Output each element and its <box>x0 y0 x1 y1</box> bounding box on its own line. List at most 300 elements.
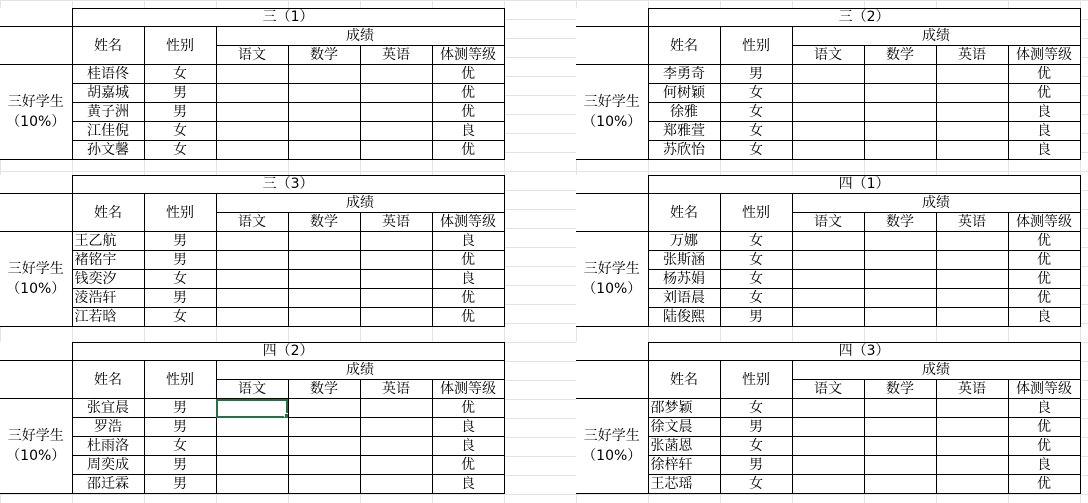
math-score-cell[interactable] <box>864 475 936 494</box>
english-score-cell[interactable] <box>936 270 1008 289</box>
header-row <box>576 27 1080 46</box>
student-name[interactable]: 何树颖 <box>648 84 720 103</box>
chinese-score-cell[interactable] <box>792 232 864 251</box>
class-title[interactable]: 三（3） <box>72 176 504 194</box>
chinese-score-cell[interactable] <box>792 103 864 122</box>
chinese-score-cell[interactable] <box>216 270 288 289</box>
chinese-score-cell[interactable] <box>792 437 864 456</box>
student-name[interactable]: 杜雨洛 <box>72 437 144 456</box>
header-name[interactable]: 姓名 <box>648 361 720 399</box>
chinese-score-cell[interactable] <box>792 84 864 103</box>
student-name[interactable]: 黄子洲 <box>72 103 144 122</box>
selected-cell[interactable] <box>216 399 288 418</box>
header-row <box>576 361 1080 380</box>
header-gender[interactable]: 性别 <box>144 361 216 399</box>
empty-cell[interactable] <box>576 361 648 399</box>
pe-grade[interactable]: 优 <box>432 399 504 418</box>
student-name[interactable]: 胡嘉城 <box>72 84 144 103</box>
chinese-score-cell[interactable] <box>792 399 864 418</box>
table-row <box>576 418 1080 437</box>
empty-cell[interactable] <box>576 194 648 232</box>
class-title[interactable]: 三（2） <box>648 9 1080 27</box>
math-score-cell[interactable] <box>288 103 360 122</box>
header-scores[interactable]: 成绩 <box>792 361 1080 380</box>
empty-cell[interactable] <box>576 176 648 194</box>
table-row <box>576 456 1080 475</box>
student-name[interactable]: 徐文晨 <box>648 418 720 437</box>
student-name[interactable]: 钱奕汐 <box>72 270 144 289</box>
table-row <box>576 289 1080 308</box>
english-score-cell[interactable] <box>360 141 432 160</box>
pe-grade[interactable]: 优 <box>432 141 504 160</box>
pe-grade[interactable]: 优 <box>1008 84 1080 103</box>
class-title[interactable]: 三（1） <box>72 9 504 27</box>
english-score-cell[interactable] <box>936 289 1008 308</box>
chinese-score-cell[interactable] <box>792 122 864 141</box>
table-row <box>0 103 504 122</box>
student-name[interactable]: 李勇奇 <box>648 65 720 84</box>
math-score-cell[interactable] <box>864 141 936 160</box>
chinese-score-cell[interactable] <box>216 437 288 456</box>
english-score-cell[interactable] <box>936 103 1008 122</box>
pe-grade[interactable]: 优 <box>1008 418 1080 437</box>
student-name[interactable]: 陆俊熙 <box>648 308 720 327</box>
student-gender[interactable]: 女 <box>720 251 792 270</box>
pe-grade[interactable]: 优 <box>432 289 504 308</box>
english-score-cell[interactable] <box>936 418 1008 437</box>
header-pe[interactable]: 体测等级 <box>1008 213 1080 232</box>
header-chinese[interactable]: 语文 <box>792 213 864 232</box>
table-row <box>576 308 1080 327</box>
math-score-cell[interactable] <box>864 399 936 418</box>
row-label[interactable] <box>576 232 648 327</box>
header-scores[interactable]: 成绩 <box>792 194 1080 213</box>
student-name[interactable]: 淩浩轩 <box>72 289 144 308</box>
header-row <box>0 361 504 380</box>
english-score-cell[interactable] <box>360 84 432 103</box>
pe-grade[interactable]: 优 <box>1008 437 1080 456</box>
table-row <box>576 475 1080 494</box>
row-label[interactable] <box>0 232 72 327</box>
pe-grade[interactable]: 优 <box>1008 251 1080 270</box>
chinese-score-cell[interactable] <box>792 475 864 494</box>
pe-grade[interactable]: 良 <box>432 270 504 289</box>
english-score-cell[interactable] <box>936 65 1008 84</box>
header-english[interactable]: 英语 <box>360 46 432 65</box>
english-score-cell[interactable] <box>360 399 432 418</box>
class-table-block <box>576 342 1080 494</box>
header-math[interactable]: 数学 <box>288 213 360 232</box>
math-score-cell[interactable] <box>288 65 360 84</box>
pe-grade[interactable]: 优 <box>432 251 504 270</box>
student-name[interactable]: 万娜 <box>648 232 720 251</box>
student-name[interactable]: 孙文馨 <box>72 141 144 160</box>
header-scores[interactable]: 成绩 <box>216 27 504 46</box>
english-score-cell[interactable] <box>360 456 432 475</box>
row-label[interactable] <box>576 65 648 160</box>
row-label-line1: 三好学生 <box>7 428 64 444</box>
header-pe[interactable]: 体测等级 <box>432 213 504 232</box>
pe-grade[interactable]: 优 <box>432 456 504 475</box>
table-row <box>576 141 1080 160</box>
table-row <box>576 84 1080 103</box>
header-row <box>576 194 1080 213</box>
math-score-cell[interactable] <box>864 289 936 308</box>
header-chinese[interactable]: 语文 <box>216 213 288 232</box>
student-name[interactable]: 郑雅萱 <box>648 122 720 141</box>
class-table <box>0 342 505 494</box>
header-gender[interactable]: 性别 <box>720 361 792 399</box>
header-pe[interactable]: 体测等级 <box>1008 46 1080 65</box>
header-math[interactable]: 数学 <box>864 213 936 232</box>
header-english[interactable]: 英语 <box>936 46 1008 65</box>
header-english[interactable]: 英语 <box>360 380 432 399</box>
title-row <box>576 176 1080 194</box>
class-title[interactable]: 四（1） <box>648 176 1080 194</box>
student-gender[interactable]: 男 <box>144 232 216 251</box>
table-row <box>0 141 504 160</box>
math-score-cell[interactable] <box>864 251 936 270</box>
row-label-line1: 三好学生 <box>583 261 640 277</box>
empty-cell[interactable] <box>576 9 648 27</box>
header-scores[interactable]: 成绩 <box>216 194 504 213</box>
math-score-cell[interactable] <box>288 418 360 437</box>
table-row <box>0 418 504 437</box>
english-score-cell[interactable] <box>360 251 432 270</box>
pe-grade[interactable]: 良 <box>1008 103 1080 122</box>
math-score-cell[interactable] <box>288 475 360 494</box>
header-name[interactable]: 姓名 <box>72 194 144 232</box>
table-row <box>0 308 504 327</box>
chinese-score-cell[interactable] <box>216 289 288 308</box>
chinese-score-cell[interactable] <box>792 308 864 327</box>
header-scores[interactable]: 成绩 <box>792 27 1080 46</box>
pe-grade[interactable]: 优 <box>1008 289 1080 308</box>
class-title[interactable]: 四（3） <box>648 343 1080 361</box>
header-english[interactable]: 英语 <box>360 213 432 232</box>
header-chinese[interactable]: 语文 <box>792 380 864 399</box>
student-gender[interactable]: 女 <box>720 270 792 289</box>
header-pe[interactable]: 体测等级 <box>1008 380 1080 399</box>
header-math[interactable]: 数学 <box>864 46 936 65</box>
table-row <box>576 251 1080 270</box>
student-name[interactable]: 周奕成 <box>72 456 144 475</box>
math-score-cell[interactable] <box>288 232 360 251</box>
table-row <box>576 437 1080 456</box>
header-chinese[interactable]: 语文 <box>792 46 864 65</box>
english-score-cell[interactable] <box>360 232 432 251</box>
student-name[interactable]: 桂语佟 <box>72 65 144 84</box>
pe-grade[interactable]: 良 <box>432 418 504 437</box>
header-scores[interactable]: 成绩 <box>216 361 504 380</box>
pe-grade[interactable]: 优 <box>1008 475 1080 494</box>
header-gender[interactable]: 性别 <box>144 194 216 232</box>
student-name[interactable]: 徐梓轩 <box>648 456 720 475</box>
english-score-cell[interactable] <box>360 437 432 456</box>
math-score-cell[interactable] <box>288 270 360 289</box>
empty-cell[interactable] <box>0 27 72 65</box>
math-score-cell[interactable] <box>864 418 936 437</box>
student-name[interactable]: 徐雅 <box>648 103 720 122</box>
table-row <box>0 84 504 103</box>
chinese-score-cell[interactable] <box>792 270 864 289</box>
row-label-line1: 三好学生 <box>583 94 640 110</box>
student-gender[interactable]: 男 <box>144 251 216 270</box>
math-score-cell[interactable] <box>288 456 360 475</box>
class-table-block <box>576 175 1080 327</box>
english-score-cell[interactable] <box>936 308 1008 327</box>
table-row <box>0 65 504 84</box>
chinese-score-cell[interactable] <box>216 103 288 122</box>
header-english[interactable]: 英语 <box>936 213 1008 232</box>
chinese-score-cell[interactable] <box>216 308 288 327</box>
pe-grade[interactable]: 良 <box>432 475 504 494</box>
student-gender[interactable]: 女 <box>720 232 792 251</box>
math-score-cell[interactable] <box>864 65 936 84</box>
row-label-line2: （10%） <box>6 114 66 130</box>
math-score-cell[interactable] <box>864 308 936 327</box>
chinese-score-cell[interactable] <box>216 418 288 437</box>
table-row <box>0 456 504 475</box>
empty-cell[interactable] <box>0 194 72 232</box>
title-row <box>0 176 504 194</box>
math-score-cell[interactable] <box>864 122 936 141</box>
table-row <box>0 437 504 456</box>
math-score-cell[interactable] <box>288 84 360 103</box>
pe-grade[interactable]: 优 <box>1008 65 1080 84</box>
chinese-score-cell[interactable] <box>792 456 864 475</box>
english-score-cell[interactable] <box>936 456 1008 475</box>
math-score-cell[interactable] <box>288 141 360 160</box>
header-math[interactable]: 数学 <box>288 380 360 399</box>
student-gender[interactable]: 女 <box>720 84 792 103</box>
english-score-cell[interactable] <box>936 84 1008 103</box>
chinese-score-cell[interactable] <box>216 232 288 251</box>
english-score-cell[interactable] <box>936 251 1008 270</box>
table-row <box>0 270 504 289</box>
pe-grade[interactable]: 良 <box>432 232 504 251</box>
math-score-cell[interactable] <box>288 122 360 141</box>
student-gender[interactable]: 女 <box>144 65 216 84</box>
student-name[interactable]: 张斯涵 <box>648 251 720 270</box>
pe-grade[interactable]: 优 <box>432 65 504 84</box>
empty-cell[interactable] <box>0 9 72 27</box>
student-name[interactable]: 褚铭宇 <box>72 251 144 270</box>
header-math[interactable]: 数学 <box>288 46 360 65</box>
chinese-score-cell[interactable] <box>216 122 288 141</box>
header-gender[interactable]: 性别 <box>720 194 792 232</box>
title-row <box>0 343 504 361</box>
row-label[interactable] <box>0 65 72 160</box>
chinese-score-cell[interactable] <box>216 141 288 160</box>
student-gender[interactable]: 女 <box>720 475 792 494</box>
student-gender[interactable]: 女 <box>144 122 216 141</box>
student-gender[interactable]: 女 <box>144 270 216 289</box>
row-label[interactable] <box>0 399 72 494</box>
student-gender[interactable]: 男 <box>144 399 216 418</box>
math-score-cell[interactable] <box>288 399 360 418</box>
header-name[interactable]: 姓名 <box>72 361 144 399</box>
pe-grade[interactable]: 良 <box>1008 456 1080 475</box>
student-gender[interactable]: 女 <box>144 141 216 160</box>
empty-cell[interactable] <box>576 343 648 361</box>
english-score-cell[interactable] <box>936 475 1008 494</box>
math-score-cell[interactable] <box>288 437 360 456</box>
title-row <box>0 9 504 27</box>
math-score-cell[interactable] <box>864 456 936 475</box>
student-gender[interactable]: 男 <box>720 308 792 327</box>
english-score-cell[interactable] <box>360 122 432 141</box>
table-row <box>0 232 504 251</box>
table-row <box>0 289 504 308</box>
pe-grade[interactable]: 优 <box>1008 270 1080 289</box>
english-score-cell[interactable] <box>936 232 1008 251</box>
student-gender[interactable]: 女 <box>144 308 216 327</box>
student-gender[interactable]: 女 <box>720 122 792 141</box>
math-score-cell[interactable] <box>864 84 936 103</box>
pe-grade[interactable]: 良 <box>432 122 504 141</box>
header-chinese[interactable]: 语文 <box>216 380 288 399</box>
student-gender[interactable]: 男 <box>144 475 216 494</box>
chinese-score-cell[interactable] <box>792 251 864 270</box>
table-row <box>576 399 1080 418</box>
english-score-cell[interactable] <box>360 418 432 437</box>
class-table <box>576 8 1081 160</box>
student-gender[interactable]: 男 <box>144 103 216 122</box>
student-name[interactable]: 王芯瑶 <box>648 475 720 494</box>
math-score-cell[interactable] <box>288 308 360 327</box>
empty-cell[interactable] <box>0 176 72 194</box>
student-name[interactable]: 江佳倪 <box>72 122 144 141</box>
student-gender[interactable]: 男 <box>720 456 792 475</box>
english-score-cell[interactable] <box>936 141 1008 160</box>
student-gender[interactable]: 女 <box>720 399 792 418</box>
header-chinese[interactable]: 语文 <box>216 46 288 65</box>
table-row <box>576 270 1080 289</box>
student-name[interactable]: 张宜晨 <box>72 399 144 418</box>
row-label-line2: （10%） <box>582 448 642 464</box>
student-name[interactable]: 邵迁霖 <box>72 475 144 494</box>
class-table-block <box>0 175 504 327</box>
title-row <box>576 343 1080 361</box>
student-gender[interactable]: 男 <box>144 456 216 475</box>
chinese-score-cell[interactable] <box>792 289 864 308</box>
pe-grade[interactable]: 优 <box>432 308 504 327</box>
student-gender[interactable]: 女 <box>720 141 792 160</box>
math-score-cell[interactable] <box>864 270 936 289</box>
student-name[interactable]: 江若晗 <box>72 308 144 327</box>
pe-grade[interactable]: 良 <box>1008 399 1080 418</box>
english-score-cell[interactable] <box>360 289 432 308</box>
pe-grade[interactable]: 良 <box>1008 308 1080 327</box>
student-gender[interactable]: 男 <box>144 418 216 437</box>
english-score-cell[interactable] <box>360 103 432 122</box>
empty-cell[interactable] <box>0 361 72 399</box>
header-gender[interactable]: 性别 <box>144 27 216 65</box>
header-name[interactable]: 姓名 <box>72 27 144 65</box>
chinese-score-cell[interactable] <box>792 418 864 437</box>
row-label-line2: （10%） <box>6 448 66 464</box>
student-gender[interactable]: 男 <box>720 418 792 437</box>
empty-cell[interactable] <box>576 27 648 65</box>
pe-grade[interactable]: 优 <box>1008 232 1080 251</box>
student-name[interactable]: 苏欣怡 <box>648 141 720 160</box>
row-label-line1: 三好学生 <box>583 428 640 444</box>
header-name[interactable]: 姓名 <box>648 194 720 232</box>
student-gender[interactable]: 男 <box>144 289 216 308</box>
english-score-cell[interactable] <box>360 65 432 84</box>
table-row <box>576 103 1080 122</box>
math-score-cell[interactable] <box>288 251 360 270</box>
pe-grade[interactable]: 优 <box>432 84 504 103</box>
class-title[interactable]: 四（2） <box>72 343 504 361</box>
student-gender[interactable]: 女 <box>720 289 792 308</box>
class-table <box>0 175 505 327</box>
english-score-cell[interactable] <box>936 122 1008 141</box>
student-name[interactable]: 张菡恩 <box>648 437 720 456</box>
chinese-score-cell[interactable] <box>216 65 288 84</box>
class-table-block <box>0 8 504 160</box>
math-score-cell[interactable] <box>864 437 936 456</box>
empty-cell[interactable] <box>0 343 72 361</box>
chinese-score-cell[interactable] <box>792 65 864 84</box>
student-name[interactable]: 刘语晨 <box>648 289 720 308</box>
english-score-cell[interactable] <box>360 475 432 494</box>
chinese-score-cell[interactable] <box>216 456 288 475</box>
pe-grade[interactable]: 良 <box>432 437 504 456</box>
math-score-cell[interactable] <box>864 103 936 122</box>
row-label-line1: 三好学生 <box>7 261 64 277</box>
math-score-cell[interactable] <box>288 289 360 308</box>
chinese-score-cell[interactable] <box>792 141 864 160</box>
header-name[interactable]: 姓名 <box>648 27 720 65</box>
row-label[interactable] <box>576 399 648 494</box>
math-score-cell[interactable] <box>864 232 936 251</box>
table-row <box>576 122 1080 141</box>
header-pe[interactable]: 体测等级 <box>432 380 504 399</box>
english-score-cell[interactable] <box>360 308 432 327</box>
pe-grade[interactable]: 优 <box>432 103 504 122</box>
chinese-score-cell[interactable] <box>216 475 288 494</box>
english-score-cell[interactable] <box>936 399 1008 418</box>
row-label-line2: （10%） <box>582 114 642 130</box>
english-score-cell[interactable] <box>360 270 432 289</box>
student-name[interactable]: 罗浩 <box>72 418 144 437</box>
header-pe[interactable]: 体测等级 <box>432 46 504 65</box>
student-gender[interactable]: 女 <box>720 437 792 456</box>
header-gender[interactable]: 性别 <box>720 27 792 65</box>
student-gender[interactable]: 女 <box>144 437 216 456</box>
student-gender[interactable]: 男 <box>720 65 792 84</box>
student-gender[interactable]: 女 <box>720 103 792 122</box>
header-math[interactable]: 数学 <box>864 380 936 399</box>
student-gender[interactable]: 男 <box>144 84 216 103</box>
chinese-score-cell[interactable] <box>216 84 288 103</box>
class-table <box>576 342 1081 494</box>
pe-grade[interactable]: 良 <box>1008 141 1080 160</box>
english-score-cell[interactable] <box>936 437 1008 456</box>
pe-grade[interactable]: 良 <box>1008 122 1080 141</box>
row-label-line2: （10%） <box>6 281 66 297</box>
student-name[interactable]: 王乙航 <box>72 232 144 251</box>
header-english[interactable]: 英语 <box>936 380 1008 399</box>
chinese-score-cell[interactable] <box>216 251 288 270</box>
class-table-block <box>576 8 1080 160</box>
student-name[interactable]: 杨苏娟 <box>648 270 720 289</box>
student-name[interactable]: 邵梦颖 <box>648 399 720 418</box>
class-table-block <box>0 342 504 494</box>
table-row <box>0 475 504 494</box>
